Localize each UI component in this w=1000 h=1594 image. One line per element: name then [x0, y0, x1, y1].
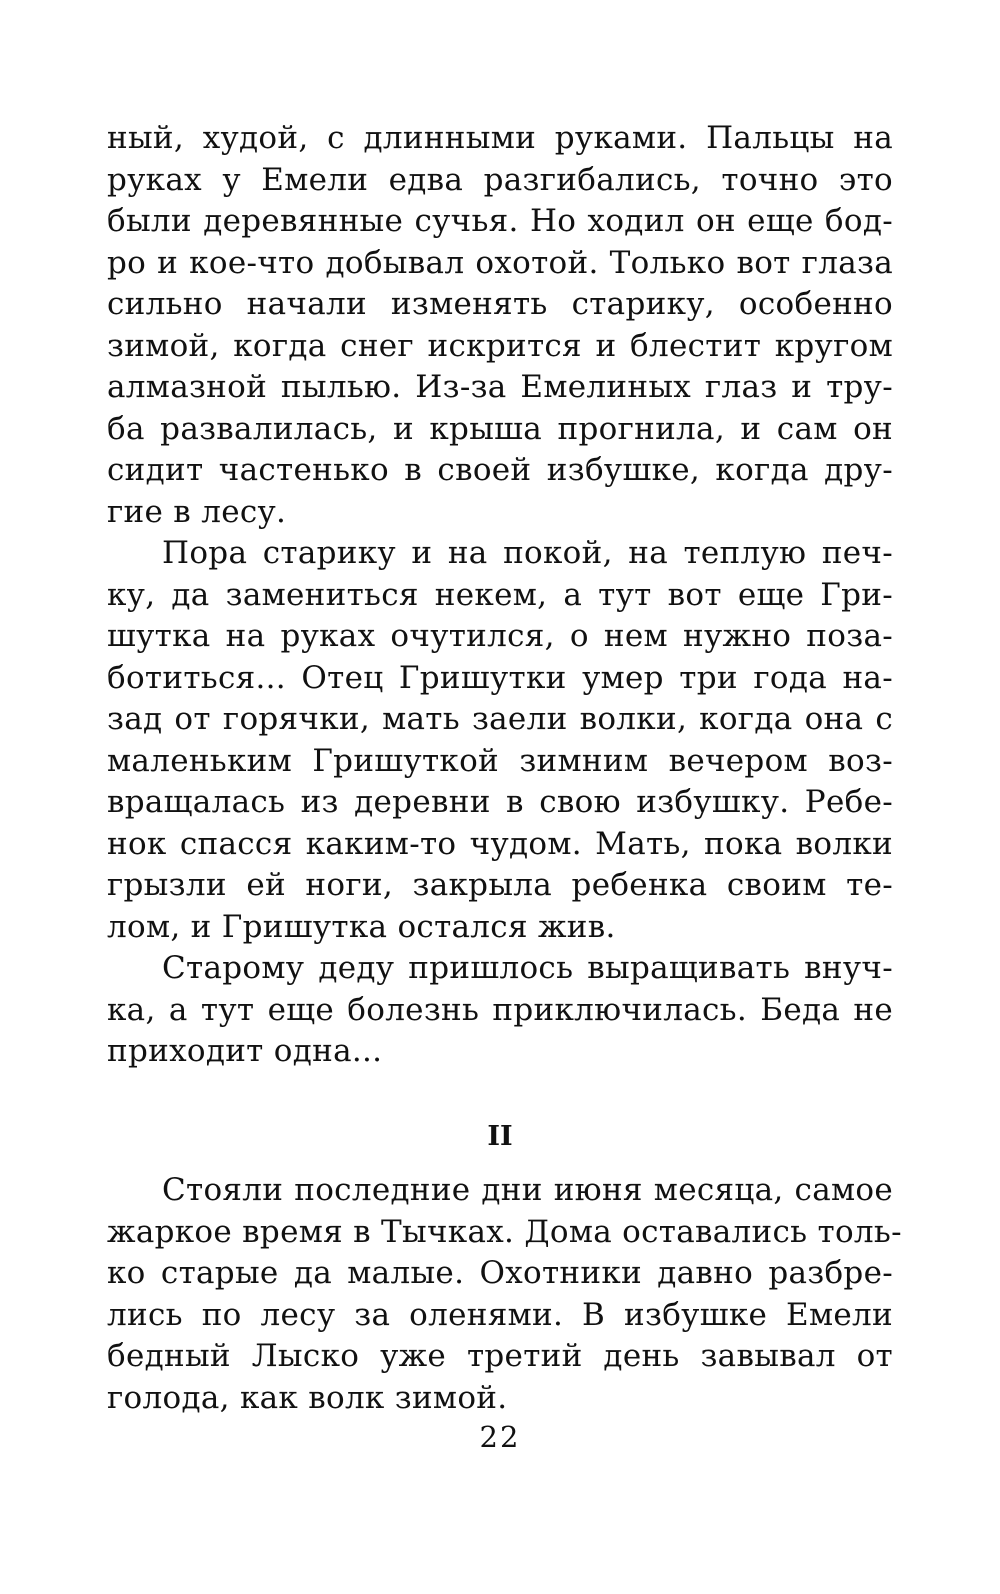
text-line: ный, худой, с длинными руками. Пальцы на: [107, 120, 893, 156]
text-line: ко старые да малые. Охотники давно разбре-: [107, 1255, 893, 1291]
text-line: шутка на руках очутился, о нем нужно поза-: [107, 618, 893, 654]
text-line: ку, да замениться некем, а тут вот еще Гри-: [107, 576, 893, 613]
paragraph: [107, 948, 893, 1073]
text-line: маленьким Гришуткой зимним вечером воз-: [107, 742, 893, 779]
text-line: зимой, когда снег искрится и блестит кругом: [107, 327, 893, 364]
text-line: сидит частенько в своей избушке, когда дру-: [107, 452, 893, 488]
text-block-chapter: [107, 1170, 902, 1419]
paragraph: [107, 1170, 902, 1419]
text-line: руках у Емели едва разгибались, точно это: [107, 161, 893, 198]
text-line: зад от горячки, мать заели волки, когда она с: [107, 701, 893, 737]
paragraph: [107, 118, 893, 533]
text-line: лись по лесу за оленями. В избушке Емели: [107, 1296, 893, 1333]
text-line: лом, и Гришутка остался жив.: [107, 908, 616, 945]
chapter-heading: II: [487, 1121, 513, 1152]
text-line: нок спасся каким-то чудом. Мать, пока волки: [107, 825, 893, 862]
text-line: приходит одна...: [107, 1033, 383, 1069]
text-line: вращалась из деревни в свою избушку. Ребе-: [107, 784, 893, 820]
text-line: алмазной пылью. Из-за Емелиных глаз и тру-: [107, 369, 893, 405]
text-line: Стояли последние дни июня месяца, самое: [162, 1172, 893, 1208]
text-line: ботиться... Отец Гришутки умер три года на-: [107, 659, 893, 696]
text-line: сильно начали изменять старику, особенно: [107, 286, 893, 322]
paragraph: [107, 533, 893, 948]
text-line: Пора старику и на покой, на теплую печ-: [162, 535, 893, 571]
text-block-top: [107, 118, 893, 1073]
text-line: грызли ей ноги, закрыла ребенка своим те-: [107, 867, 893, 903]
text-line: бедный Лыско уже третий день завывал от: [107, 1338, 893, 1374]
page-number: 22: [479, 1420, 521, 1454]
text-line: жаркое время в Тычках. Дома оставались толь-: [107, 1213, 902, 1250]
text-line: ба развалилась, и крыша прогнила, и сам он: [107, 410, 893, 447]
text-line: голода, как волк зимой.: [107, 1379, 508, 1416]
text-line: были деревянные сучья. Но ходил он еще бод-: [107, 203, 893, 239]
text-line: гие в лесу.: [107, 493, 287, 530]
text-line: Старому деду пришлось выращивать внуч-: [162, 950, 893, 986]
text-line: ро и кое-что добывал охотой. Только вот глаза: [107, 244, 893, 281]
text-line: ка, а тут еще болезнь приключилась. Беда не: [107, 991, 893, 1028]
